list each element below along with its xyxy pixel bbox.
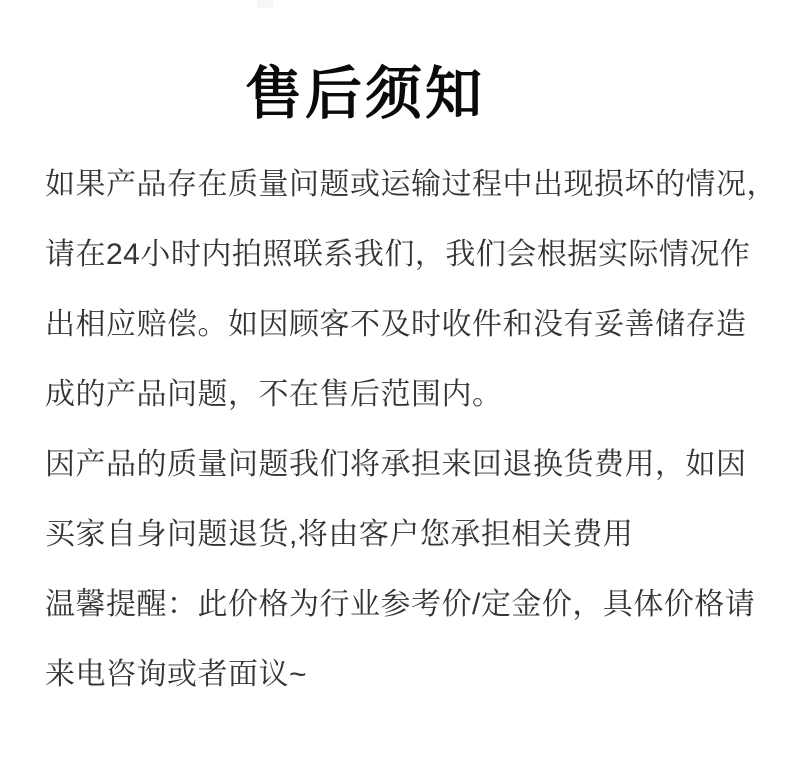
notice-line-3: 出相应赔偿。如因顾客不及时收件和没有妥善储存造 bbox=[45, 308, 747, 341]
notice-line-7: 温馨提醒：此价格为行业参考价/定金价，具体价格请 bbox=[45, 588, 756, 621]
notice-line-6: 买家自身问题退货,将由客户您承担相关费用 bbox=[45, 518, 634, 551]
notice-body bbox=[45, 150, 777, 710]
page-title: 售后须知 bbox=[245, 62, 485, 126]
notice-line-2: 请在24小时内拍照联系我们，我们会根据实际情况作 bbox=[45, 238, 751, 271]
notice-line-4: 成的产品问题，不在售后范围内。 bbox=[45, 378, 503, 411]
notice-line-8: 来电咨询或者面议~ bbox=[45, 658, 308, 691]
notice-line-1: 如果产品存在质量问题或运输过程中出现损坏的情况， bbox=[45, 168, 777, 201]
notice-line-5: 因产品的质量问题我们将承担来回退换货费用，如因 bbox=[45, 448, 747, 481]
top-edge-artifact bbox=[257, 0, 273, 8]
